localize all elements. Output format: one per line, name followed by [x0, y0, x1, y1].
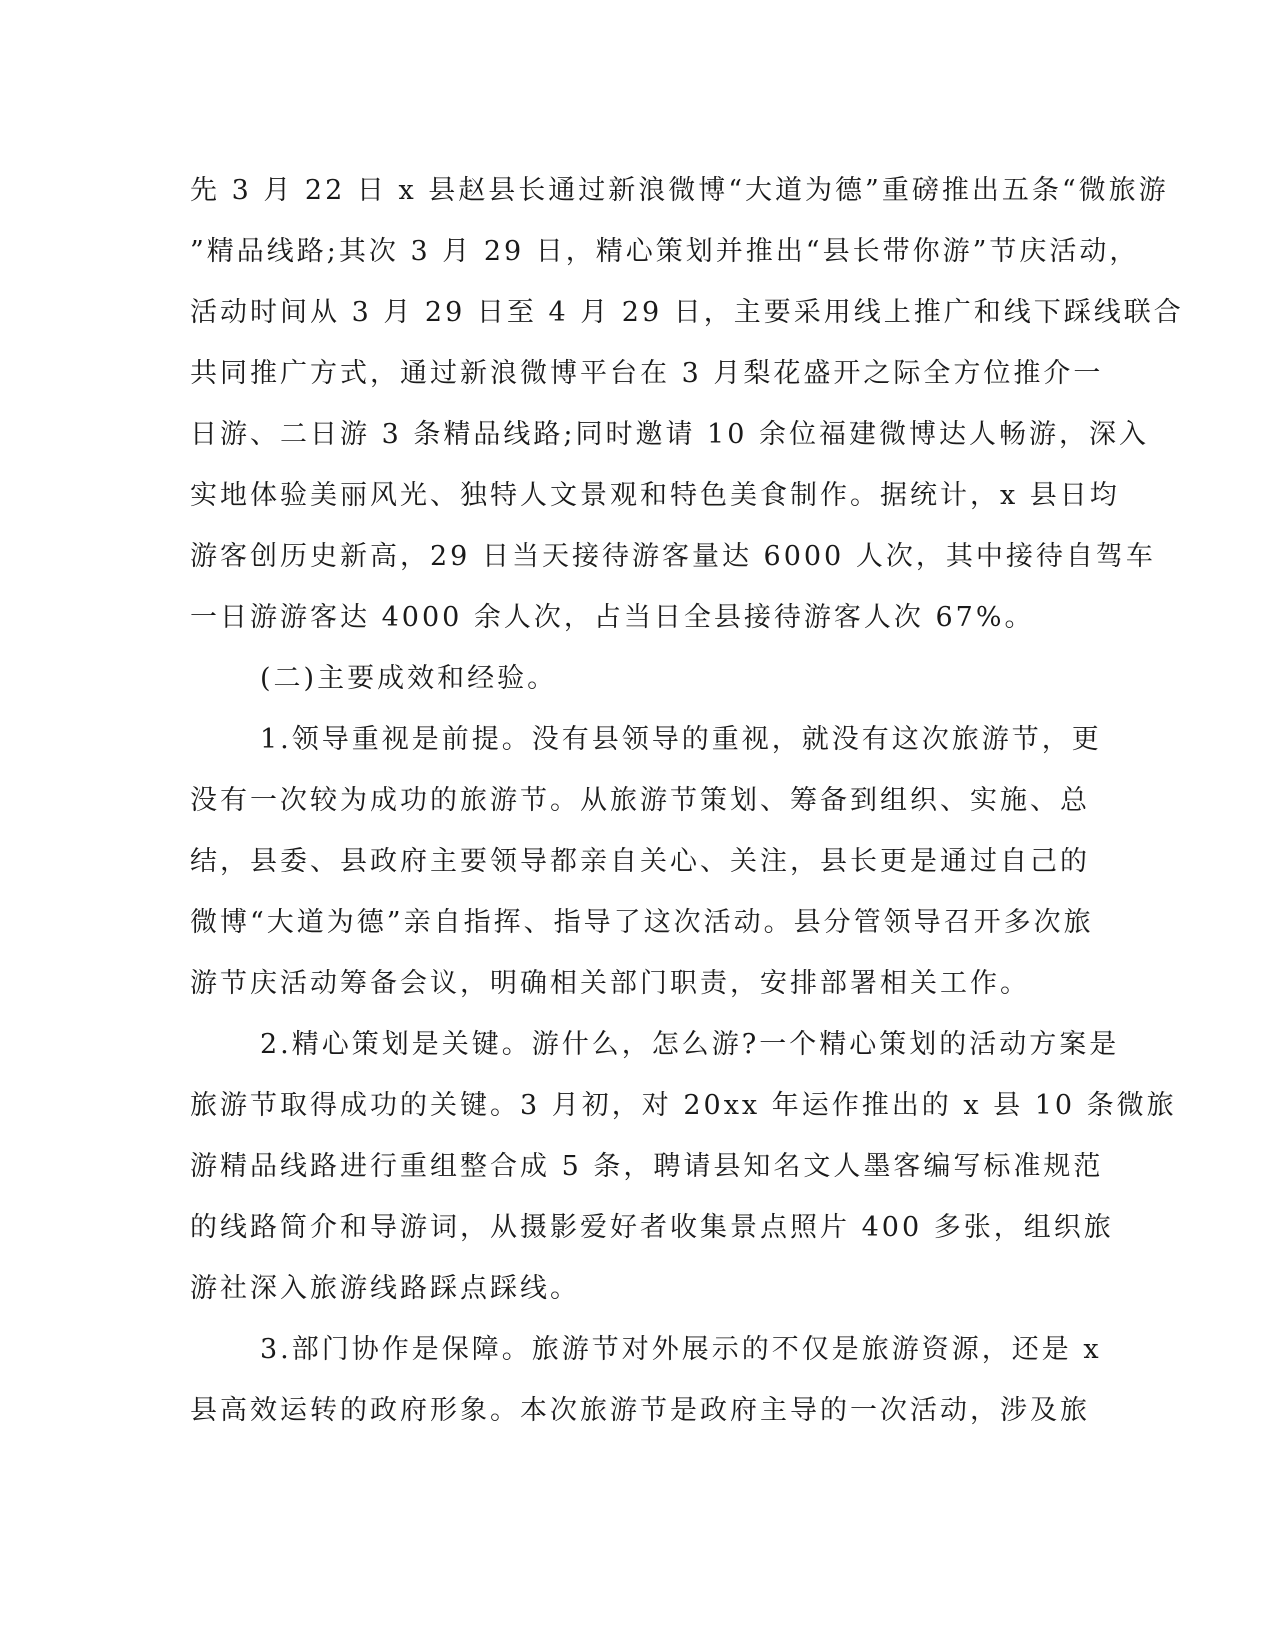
- paragraph-line: 游社深入旅游线路踩点踩线。: [190, 1273, 580, 1304]
- paragraph-line: ”精品线路;其次 3 月 29 日，精心策划并推出“县长带你游”节庆活动，: [190, 236, 1140, 267]
- paragraph-line: 日游、二日游 3 条精品线路;同时邀请 10 余位福建微博达人畅游，深入: [190, 419, 1149, 450]
- section-heading: (二)主要成效和经验。: [260, 663, 558, 694]
- paragraph-line: 微博“大道为德”亲自指挥、指导了这次活动。县分管领导召开多次旅: [190, 907, 1094, 938]
- paragraph-line: 3.部门协作是保障。旅游节对外展示的不仅是旅游资源，还是 x: [260, 1334, 1102, 1365]
- paragraph-line: 1.领导重视是前提。没有县领导的重视，就没有这次旅游节，更: [260, 724, 1102, 755]
- paragraph-line: 游节庆活动筹备会议，明确相关部门职责，安排部署相关工作。: [190, 968, 1030, 999]
- paragraph-line: 共同推广方式，通过新浪微博平台在 3 月梨花盛开之际全方位推介一: [190, 358, 1104, 389]
- paragraph-line: 结，县委、县政府主要领导都亲自关心、关注，县长更是通过自己的: [190, 846, 1090, 877]
- paragraph-line: 没有一次较为成功的旅游节。从旅游节策划、筹备到组织、实施、总: [190, 785, 1090, 816]
- paragraph-line: 旅游节取得成功的关键。3 月初，对 20xx 年运作推出的 x 县 10 条微旅: [190, 1090, 1177, 1121]
- document-body: [190, 160, 1184, 1441]
- paragraph-line: 2.精心策划是关键。游什么，怎么游?一个精心策划的活动方案是: [260, 1029, 1120, 1060]
- paragraph-line: 先 3 月 22 日 x 县赵县长通过新浪微博“大道为德”重磅推出五条“微旅游: [190, 175, 1169, 206]
- paragraph-line: 游客创历史新高，29 日当天接待游客量达 6000 人次，其中接待自驾车: [190, 541, 1156, 572]
- paragraph-line: 的线路简介和导游词，从摄影爱好者收集景点照片 400 多张，组织旅: [190, 1212, 1114, 1243]
- paragraph-line: 一日游游客达 4000 余人次，占当日全县接待游客人次 67%。: [190, 602, 1035, 633]
- paragraph-line: 游精品线路进行重组整合成 5 条，聘请县知名文人墨客编写标准规范: [190, 1151, 1104, 1182]
- paragraph-line: 活动时间从 3 月 29 日至 4 月 29 日，主要采用线上推广和线下踩线联合: [190, 297, 1184, 328]
- paragraph-line: 县高效运转的政府形象。本次旅游节是政府主导的一次活动，涉及旅: [190, 1395, 1090, 1426]
- paragraph-line: 实地体验美丽风光、独特人文景观和特色美食制作。据统计，x 县日均: [190, 480, 1120, 511]
